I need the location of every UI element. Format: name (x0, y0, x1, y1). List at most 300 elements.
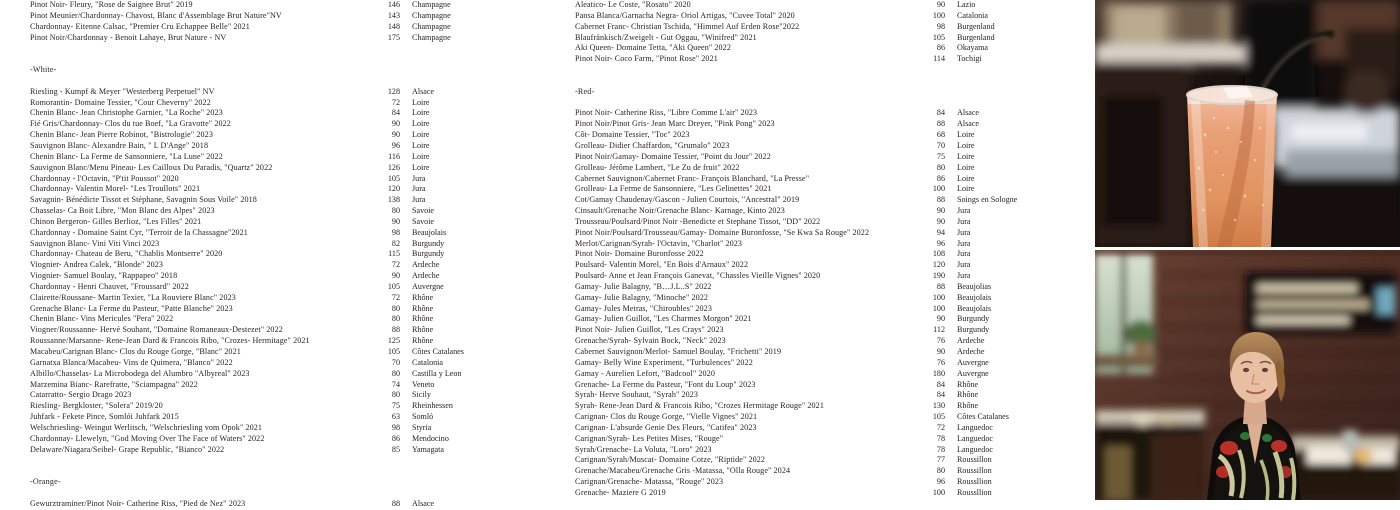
wine-price: 75 (936, 151, 945, 161)
wine-name: Aleatico- Le Coste, "Rosato" 2020 (575, 0, 691, 9)
wine-name: Carignan/Grenache- Matassa, "Rouge" 2023 (575, 477, 724, 487)
wine-name: Macabeu/Carignan Blanc- Clos du Rouge Gorge, "Blanc" 2021 (30, 347, 241, 356)
wine-row (30, 271, 495, 282)
wine-region: Rheinhessen (412, 401, 453, 411)
wine-region: Alsace (957, 119, 980, 129)
wine-row (575, 466, 1040, 477)
wine-name: Trousseau/Poulsard/Pinot Noir -Benedicte et Stephane Tissot, "DD" 2022 (575, 216, 821, 226)
wine-name: Blaufränkisch/Zweigelt - Gut Oggau, "Winifred" 2021 (575, 32, 757, 42)
wine-region: Rhône (412, 292, 434, 302)
wine-name: Chenin Blanc- Jean Christophe Garnier, "La Roche" 2023 (30, 108, 223, 118)
wine-price: 78 (936, 444, 945, 454)
wine-region: Burgundy (412, 238, 445, 248)
wine-region: Burgundy (412, 249, 445, 259)
wine-price: 86 (391, 433, 400, 443)
section-gap (30, 43, 495, 65)
wine-region: Loire (957, 184, 975, 194)
wine-row (575, 455, 1040, 466)
wine-row (575, 423, 1040, 434)
wine-price: 96 (391, 140, 400, 150)
wine-row (30, 380, 495, 391)
wine-region: Côtes Catalanes (957, 412, 1009, 422)
wine-name: Pinot Noir- Domaine Buronfosse 2022 (575, 249, 704, 259)
wine-region: Loire (957, 162, 975, 172)
wine-price: 148 (387, 21, 400, 31)
wine-name: Gamay- Belly Wine Experiment, "Turbulences" 2022 (575, 357, 753, 367)
wine-region: Ardeche (957, 347, 985, 356)
wine-price: 90 (936, 206, 945, 216)
orange-wine-section (30, 499, 495, 510)
wine-row (575, 282, 1040, 293)
wine-row (575, 239, 1040, 250)
wine-region: Roussllion (957, 487, 992, 497)
wine-row (30, 336, 495, 347)
wine-region: Jura (957, 216, 971, 226)
wine-row (575, 54, 1040, 65)
wine-price: 105 (387, 347, 400, 356)
wine-price: 190 (932, 271, 945, 281)
wine-row (30, 152, 495, 163)
wine-region: Rhône (412, 336, 434, 346)
wine-name: Juhfark - Fekete Pince, Somlói Juhfark 2015 (30, 412, 179, 422)
wine-name: Albillo/Chasselas- La Microbodega del Alumbro "Albyreal" 2023 (30, 368, 250, 378)
wine-row (575, 152, 1040, 163)
wine-region: Auvergne (957, 357, 989, 367)
wine-row (30, 195, 495, 206)
wine-name: Pinot Noir/Gamay- Domaine Tessier, "Point du Jour" 2022 (575, 151, 771, 161)
wine-row (575, 119, 1040, 130)
wine-price: 88 (936, 281, 945, 291)
wine-row (575, 217, 1040, 228)
wine-row (30, 369, 495, 380)
wine-region: Burgundy (957, 325, 990, 335)
wine-name: Syrah- Rene-Jean Dard & Francois Ribo, "Crozes Hermitage Rouge" 2021 (575, 401, 824, 411)
wine-row (30, 174, 495, 185)
wine-region: Roussllion (957, 477, 992, 487)
wine-name: Grenache- Maziere G 2019 (575, 487, 666, 497)
wine-region: Rhône (412, 303, 434, 313)
wine-row (575, 43, 1040, 54)
wine-price: 88 (936, 195, 945, 205)
wine-row (30, 0, 495, 11)
wine-name: Chardonnay- Valentin Morel- "Les Troullots" 2021 (30, 184, 201, 194)
wine-region: Champagne (412, 21, 451, 31)
wine-name: Chinon Bergeron- Gilles Berlioz, "Les Filles" 2021 (30, 216, 202, 226)
wine-row (30, 401, 495, 412)
wine-name: Chardonnay - l'Octavin, "P'tit Poussot" 2020 (30, 173, 179, 183)
wine-name: Fié Gris/Chardonnay- Clos du tue Boef, "La Gravotte" 2022 (30, 119, 231, 129)
wine-price: 90 (936, 0, 945, 9)
wine-price: 78 (936, 433, 945, 443)
wine-name: Carignan/Syrah/Muscat- Domaine Cotze, "Riptide" 2022 (575, 455, 766, 465)
wine-name: Pinot Noir/Chardonnay - Benoit Lahaye, Brut Nature - NV (30, 32, 227, 42)
wine-name: Grolleau- Didier Chaffardon, "Grumalo" 2023 (575, 140, 730, 150)
wine-region: Yamagata (412, 444, 444, 454)
wine-price: 74 (391, 379, 400, 389)
wine-row (575, 195, 1040, 206)
wine-name: Grolleau- La Ferme de Sansonniere, "Les Gelinettes" 2021 (575, 184, 772, 194)
wine-price: 100 (932, 10, 945, 20)
wine-row (30, 119, 495, 130)
wine-row (30, 358, 495, 369)
wine-row (575, 130, 1040, 141)
wine-price: 90 (936, 216, 945, 226)
wine-row (575, 184, 1040, 195)
wine-price: 116 (388, 151, 400, 161)
wine-region: Ardeche (412, 271, 440, 281)
wine-row (575, 390, 1040, 401)
wine-region: Rhône (957, 379, 979, 389)
wine-price: 94 (936, 227, 945, 237)
wine-price: 96 (936, 477, 945, 487)
wine-row (30, 249, 495, 260)
wine-name: Gamay- Jules Metras, "Chiroubles" 2023 (575, 303, 712, 313)
wine-price: 80 (936, 466, 945, 476)
wine-row (30, 260, 495, 271)
wine-name: Gamay - Aurelien Lefort, "Badcool" 2020 (575, 368, 715, 378)
section-header-white: -White- (30, 65, 57, 75)
wine-price: 100 (932, 487, 945, 497)
wine-region: Beaujolais (957, 303, 992, 313)
wine-name: Marzemina Bianc- Rarefratte, "Sciampagna" 2022 (30, 379, 198, 389)
wine-region: Jura (957, 238, 971, 248)
wine-price: 90 (391, 216, 400, 226)
wine-row (575, 369, 1040, 380)
wine-price: 84 (936, 108, 945, 118)
wine-row (30, 347, 495, 358)
wine-price: 90 (391, 130, 400, 140)
wine-name: Poulsard- Valentin Morel, "En Bois d'Arnaux" 2022 (575, 260, 749, 270)
wine-row (575, 325, 1040, 336)
wine-row (30, 206, 495, 217)
wine-name: Cinsault/Grenache Noir/Grenache Blanc- Karnage, Kinto 2023 (575, 206, 785, 216)
section-gap (575, 98, 1040, 109)
wine-region: Veneto (412, 379, 435, 389)
wine-region: Rhône (412, 325, 434, 335)
wine-region: Jura (957, 206, 971, 216)
wine-name: Gamay- Julie Balagny, "Minoche" 2022 (575, 292, 709, 302)
wine-row (575, 271, 1040, 282)
wine-price: 90 (391, 271, 400, 281)
wine-region: Rhône (957, 401, 979, 411)
wine-region: Lazio (957, 0, 976, 9)
wine-row (30, 390, 495, 401)
wine-name: Cabernet Franc- Christian Tschida, "Himmel Auf Erden Rose"2022 (575, 21, 800, 31)
wine-row (575, 206, 1040, 217)
wine-name: Cot/Gamay Chaudenay/Gascon - Julien Courtois, "Ancestral" 2019 (575, 195, 800, 205)
wine-price: 70 (936, 140, 945, 150)
wine-name: Chardonnay- Chateau de Beru, "Chablis Montserre" 2020 (30, 249, 223, 259)
wine-name: Chardonnay- Llewelyn, "God Moving Over The Face of Waters" 2022 (30, 433, 265, 443)
wine-name: Syrah- Herve Souhaut, "Syrah" 2023 (575, 390, 699, 400)
wine-name: Carignan/Syrah- Les Petites Mises, "Rouge" (575, 433, 724, 443)
wine-price: 84 (936, 390, 945, 400)
wine-price: 84 (936, 379, 945, 389)
wine-price: 125 (387, 336, 400, 346)
wine-region: Languedoc (957, 433, 993, 443)
wine-name: Chenin Blanc- Vins Mericules "Pera" 2022 (30, 314, 174, 324)
wine-row (575, 0, 1040, 11)
wine-region: Styria (412, 422, 432, 432)
wine-price: 72 (391, 260, 400, 270)
wine-price: 175 (387, 32, 400, 42)
wine-row (575, 412, 1040, 423)
wine-region: Loire (412, 140, 430, 150)
wine-row (575, 174, 1040, 185)
wine-name: Romorantin- Domaine Tessier, "Cour Cheverny" 2022 (30, 97, 211, 107)
wine-region: Loire (957, 173, 975, 183)
wine-name: Delaware/Niagara/Seibel- Grape Republic, "Bianco" 2022 (30, 444, 225, 454)
wine-price: 63 (391, 412, 400, 422)
wine-name: Pinot Meunier/Chardonnay- Chavost, Blanc d'Assemblage Brut Nature"NV (30, 10, 282, 20)
wine-price: 180 (932, 368, 945, 378)
wine-price: 130 (932, 401, 945, 411)
wine-price: 138 (387, 195, 400, 205)
wine-price: 84 (391, 108, 400, 118)
rose-wine-section (575, 0, 1040, 65)
wine-price: 100 (932, 292, 945, 302)
wine-row (30, 11, 495, 22)
wine-region: Loire (412, 119, 430, 129)
wine-price: 105 (932, 32, 945, 42)
wine-price: 90 (936, 314, 945, 324)
wine-region: Catalonia (412, 357, 444, 367)
wine-row (30, 130, 495, 141)
wine-row (30, 163, 495, 174)
wine-row (575, 488, 1040, 499)
wine-name: Pinot Noir- Coco Farm, "Pinot Rose" 2021 (575, 54, 718, 64)
wine-region: Rhône (412, 314, 434, 324)
section-header-red: -Red- (575, 86, 595, 96)
wine-row (30, 22, 495, 33)
wine-name: Chardonnay - Henri Chauvet, "Froussard" 2022 (30, 281, 189, 291)
wine-name: Pinot Noir- Catherine Riss, "Libre Comme L'air" 2023 (575, 108, 758, 118)
wine-name: Riesling- Bergkloster, "Solera" 2019/20 (30, 401, 163, 411)
wine-price: 90 (391, 119, 400, 129)
wine-row (575, 347, 1040, 358)
wine-price: 115 (388, 249, 400, 259)
wine-row (30, 184, 495, 195)
wine-row (30, 499, 495, 510)
wine-region: Loire (957, 151, 975, 161)
wine-price: 120 (932, 260, 945, 270)
wine-price: 98 (936, 21, 945, 31)
wine-row (30, 314, 495, 325)
wine-region: Burgundy (957, 314, 990, 324)
wine-row (575, 477, 1040, 488)
wine-price: 86 (936, 173, 945, 183)
wine-price: 88 (391, 325, 400, 335)
wine-price: 72 (391, 292, 400, 302)
wine-price: 143 (387, 10, 400, 20)
restaurant-portrait-photo (1095, 250, 1400, 500)
wine-name: Cabernet Sauvignon/Cabernet Franc- François Blanchard, "La Presse" (575, 173, 810, 183)
wine-price: 80 (391, 368, 400, 378)
wine-name: Chasselas- Ca Boit Libre, "Mon Blanc des Alpes" 2023 (30, 206, 215, 216)
wine-row (575, 304, 1040, 315)
wine-row (30, 141, 495, 152)
wine-region: Auvergne (412, 281, 444, 291)
portrait-photo-art (1095, 250, 1400, 500)
wine-region: Okayama (957, 43, 989, 53)
wine-row (30, 217, 495, 228)
wine-row (30, 228, 495, 239)
wine-row (575, 293, 1040, 304)
wine-price: 86 (936, 43, 945, 53)
sparkling-section (30, 0, 495, 43)
wine-row (30, 282, 495, 293)
wine-region: Jura (957, 271, 971, 281)
wine-region: Soings en Sologne (957, 195, 1018, 205)
wine-price: 146 (387, 0, 400, 9)
wine-price: 70 (391, 357, 400, 367)
wine-name: Grolleau- Jérôme Lambert, "Le Zu de fruit" 2022 (575, 162, 740, 172)
wine-region: Loire (412, 162, 430, 172)
wine-price: 75 (391, 401, 400, 411)
wine-name: Côt- Domaine Tessier, "Toc" 2023 (575, 130, 690, 140)
menu-column-left (30, 0, 495, 510)
wine-price: 72 (936, 422, 945, 432)
wine-region: Alsace (412, 86, 435, 96)
red-wine-section (575, 108, 1040, 498)
section-header-orange: -Orange- (30, 477, 61, 487)
wine-price: 88 (936, 119, 945, 129)
wine-name: Chenin Blanc- La Ferme de Sansonniere, "La Lune" 2022 (30, 151, 223, 161)
wine-region: Jura (412, 195, 426, 205)
wine-price: 108 (932, 249, 945, 259)
wine-row (575, 336, 1040, 347)
menu-column-right (575, 0, 1040, 499)
wine-row (575, 33, 1040, 44)
wine-price: 105 (387, 281, 400, 291)
wine-price: 80 (391, 314, 400, 324)
wine-row (575, 445, 1040, 456)
wine-name: Savagnin- Bénédicte Tissot et Stéphane, Savagnin Sous Voile" 2018 (30, 195, 257, 205)
wine-price: 120 (387, 184, 400, 194)
wine-price: 100 (932, 303, 945, 313)
wine-row (575, 380, 1040, 391)
wine-row (30, 33, 495, 44)
wine-name: Gewurztraminer/Pinot Noir- Catherine Riss, "Pied de Nez" 2023 (30, 498, 246, 508)
wine-name: Chardonnay - Domaine Saint Cyr, "Terroir de la Chassagne"2021 (30, 227, 248, 237)
wine-region: Côtes Catalanes (412, 347, 464, 356)
wine-row (30, 412, 495, 423)
wine-row (575, 314, 1040, 325)
wine-region: Jura (412, 184, 426, 194)
wine-name: Carignan- L'absurde Genie Des Fleurs, "Catifea" 2023 (575, 422, 757, 432)
wine-price: 80 (391, 303, 400, 313)
wine-region: Beaujolais (412, 227, 447, 237)
wine-price: 90 (936, 347, 945, 356)
wine-name: Cabernet Sauvignon/Merlot- Samuel Boulay, "Frichetti" 2019 (575, 347, 782, 356)
wine-region: Loire (412, 130, 430, 140)
wine-region: Auvergne (957, 368, 989, 378)
wine-name: Chardonnay- Eitenne Calsac, "Premier Cru Echappee Belle" 2021 (30, 21, 250, 31)
wine-region: Burgenland (957, 21, 995, 31)
wine-row (30, 445, 495, 456)
wine-row (575, 141, 1040, 152)
wine-price: 68 (936, 130, 945, 140)
section-gap (30, 488, 495, 499)
wine-row (575, 22, 1040, 33)
wine-price: 98 (391, 422, 400, 432)
wine-name: Aki Queen- Domaine Tetta, "Aki Queen" 2022 (575, 43, 731, 53)
wine-price: 112 (933, 325, 945, 335)
wine-price: 72 (391, 97, 400, 107)
wine-row (30, 98, 495, 109)
wine-region: Sicily (412, 390, 431, 400)
wine-region: Jura (957, 227, 971, 237)
wine-region: Roussillon (957, 455, 992, 465)
wine-region: Beaujolais (957, 292, 992, 302)
section-gap (30, 455, 495, 477)
wine-region: Tochigi (957, 54, 982, 64)
wine-name: Poulsard- Anne et Jean François Ganevat, "Chassles Vieille Vignes" 2020 (575, 271, 821, 281)
wine-region: Alsace (957, 108, 980, 118)
wine-region: Loire (957, 140, 975, 150)
wine-region: Savoie (412, 216, 435, 226)
wine-price: 105 (387, 173, 400, 183)
wine-name: Pansa Blanca/Garnacha Negra- Oriol Artigas, "Cuvee Total" 2020 (575, 10, 795, 20)
wine-name: Grenache Blanc- La Ferme du Pasteur, "Patte Blanche" 2023 (30, 303, 233, 313)
wine-row (30, 293, 495, 304)
wine-region: Loire (412, 97, 430, 107)
wine-region: Savoie (412, 206, 435, 216)
wine-price: 105 (932, 412, 945, 422)
wine-region: Castilla y Leon (412, 368, 462, 378)
wine-row (575, 401, 1040, 412)
wine-row (30, 239, 495, 250)
wine-row (575, 108, 1040, 119)
wine-name: Grenache/Macabeu/Grenache Gris -Matassa, "Olla Rouge" 2024 (575, 466, 791, 476)
wine-name: Roussanne/Marsanne- Rene-Jean Dard & Francois Ribo, "Crozes- Hermitage" 2021 (30, 336, 310, 346)
wine-region: Loire (412, 108, 430, 118)
wine-row (575, 358, 1040, 369)
wine-name: Pinot Noir- Fleury, "Rose de Saignee Brut" 2019 (30, 0, 193, 9)
wine-region: Champagne (412, 0, 451, 9)
wine-region: Ardeche (412, 260, 440, 270)
wine-price: 80 (391, 390, 400, 400)
wine-row (575, 228, 1040, 239)
wine-region: Jura (957, 260, 971, 270)
wine-row (30, 423, 495, 434)
wine-region: Jura (957, 249, 971, 259)
wine-name: Sauvignon Blanc/Menu Pineau- Les Cailloux Du Paradis, "Quartz" 2022 (30, 162, 273, 172)
wine-name: Pinot Noir/Poulsard/Trousseau/Gamay- Domaine Buronfosse, "Se Kwa Sa Rouge" 2022 (575, 227, 870, 237)
wine-row (575, 163, 1040, 174)
wine-name: Viognier- Samuel Boulay, "Rappapeo" 2018 (30, 271, 178, 281)
wine-row (30, 434, 495, 445)
wine-row (575, 260, 1040, 271)
wine-price: 114 (933, 54, 945, 64)
wine-name: Clairette/Roussane- Martin Texier, "La Rouviere Blanc" 2023 (30, 292, 236, 302)
wine-region: Loire (957, 130, 975, 140)
wine-name: Carignan- Clos du Rouge Gorge, "Vielle Vignes" 2021 (575, 412, 758, 422)
wine-row (30, 304, 495, 315)
wine-region: Loire (412, 151, 430, 161)
section-gap (575, 65, 1040, 87)
wine-region: Beaujolias (957, 281, 992, 291)
wine-region: Languedoc (957, 444, 993, 454)
wine-row (575, 11, 1040, 22)
wine-price: 88 (391, 498, 400, 508)
wine-row (30, 108, 495, 119)
wine-price: 76 (936, 336, 945, 346)
wine-region: Champagne (412, 32, 451, 42)
wine-region: Languedoc (957, 422, 993, 432)
wine-region: Somló (412, 412, 434, 422)
wine-price: 96 (936, 238, 945, 248)
